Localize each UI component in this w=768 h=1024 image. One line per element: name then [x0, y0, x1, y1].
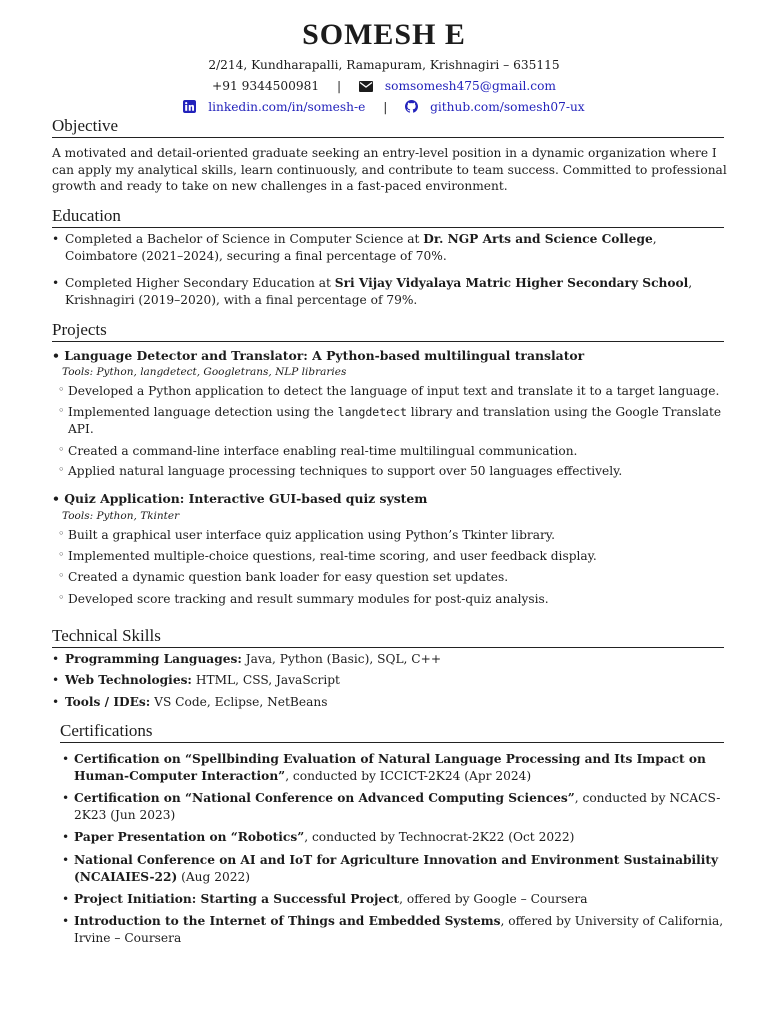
- section-title-skills: Technical Skills: [52, 626, 724, 648]
- envelope-icon: [359, 81, 373, 95]
- separator: |: [337, 79, 342, 93]
- project-tools: Tools: Python, Tkinter: [62, 510, 180, 522]
- candidate-name: SOMESH E: [302, 18, 466, 51]
- github-link[interactable]: github.com/somesh07-ux: [430, 100, 585, 114]
- github-icon: [405, 100, 418, 116]
- project-tools: Tools: Python, langdetect, Googletrans, NLP libraries: [62, 366, 347, 378]
- bullet: •: [52, 232, 60, 246]
- address: 2/214, Kundharapalli, Ramapuram, Krishnagiri – 635115: [208, 58, 560, 72]
- section-title-certifications: Certifications: [60, 721, 724, 743]
- section-title-education: Education: [52, 206, 724, 228]
- resume-page: SOMESH E 2/214, Kundharapalli, Ramapuram, Krishnagiri – 635115 +91 9344500981 | somsomesh475@gmail.com linkedin.com/in/somesh-e | github.com/somesh07-ux Objective A motivated and detail-oriented graduate seeking an entry-level position in a dynamic organization where I can apply my analytical skills, learn continuously, and contribute to team success. Committed to professional growth and ready to take on new challenges in a fast-paced environment. Education • Completed a Bachelor of Science in Computer Science at Dr. NGP Arts and Science College, Coimbatore (2021–2024), securing a final percentage of 70%. • Completed Higher Secondary Education at Sri Vijay Vidyalaya Matric Higher Secondary School, Krishnagiri (2019–2020), with a final percentage of 79%. Projects • Language Detector and Translator: A Python-based multilingual translator Tools: Python, langdetect, Googletrans, NLP libraries ◦ Developed a Python application to detect the language of input text and translate it to a target language. ◦ Implemented language detection using the langdetect library and translation using the Google Translate API. ◦ Created a command-line interface enabling real-time multilingual communication. ◦ Applied natural language processing techniques to support over 50 languages effectively. • Quiz Application: Interactive GUI-based quiz system Tools: Python, Tkinter ◦ Built a graphical user interface quiz application using Python’s Tkinter library. ◦ Implemented multiple-choice questions, real-time scoring, and user feedback display. ◦ Created a dynamic question bank loader for easy question set updates. ◦ Developed score tracking and result summary modules for post-quiz analysis. Technical Skills • Programming Languages: Java, Python (Basic), SQL, C++ • Web Technologies: HTML, CSS, JavaScript • Tools / IDEs: VS Code, Eclipse, NetBeans Certifications • Certification on “Spellbinding Evaluation of Natural Language Processing and Its Impact on Human-Computer Interaction”, conducted by ICCICT-2K24 (Apr 2024) • Certification on “National Conference on Advanced Computing Sciences”, conducted by NCACS-2K23 (Jun 2023) • Paper Presentation on “Robotics”, conducted by Technocrat-2K22 (Oct 2022) • National Conference on AI and IoT for Agriculture Innovation and Environment Sustainability (NCAIAIES-22) (Aug 2022) • Project Initiation: Starting a Successful Project, offered by Google – Coursera • Introduction to the Internet of Things and Embedded Systems, offered by University of California, Irvine – Coursera: [0, 0, 768, 1024]
- project-title: • Language Detector and Translator: A Python-based multilingual translator: [52, 348, 585, 363]
- linkedin-icon: [183, 100, 196, 116]
- objective-text: A motivated and detail-oriented graduate seeking an entry-level position in a dynamic organization where I can apply my analytical skills, learn continuously, and contribute to team success. Committed to professional growth and ready to take on new challenges in a fast-paced environment.: [52, 146, 727, 193]
- contact-line: [0, 79, 768, 95]
- list-item: • Completed a Bachelor of Science in Computer Science at Dr. NGP Arts and Science College, Coimbatore (2021–2024), securing a final percentage of 70%.: [52, 232, 657, 263]
- list-item: • Completed Higher Secondary Education at Sri Vijay Vidyalaya Matric Higher Secondary School, Krishnagiri (2019–2020), with a final percentage of 79%.: [52, 276, 693, 307]
- section-title-objective: Objective: [52, 116, 724, 138]
- linkedin-link[interactable]: linkedin.com/in/somesh-e: [208, 100, 366, 114]
- separator: |: [383, 100, 388, 114]
- bullet: •: [52, 276, 60, 290]
- project-title: • Quiz Application: Interactive GUI-based quiz system: [52, 491, 428, 506]
- links-line: [0, 100, 768, 116]
- phone-number: +91 9344500981: [212, 79, 320, 93]
- section-title-projects: Projects: [52, 320, 724, 342]
- email-link[interactable]: somsomesh475@gmail.com: [384, 79, 556, 93]
